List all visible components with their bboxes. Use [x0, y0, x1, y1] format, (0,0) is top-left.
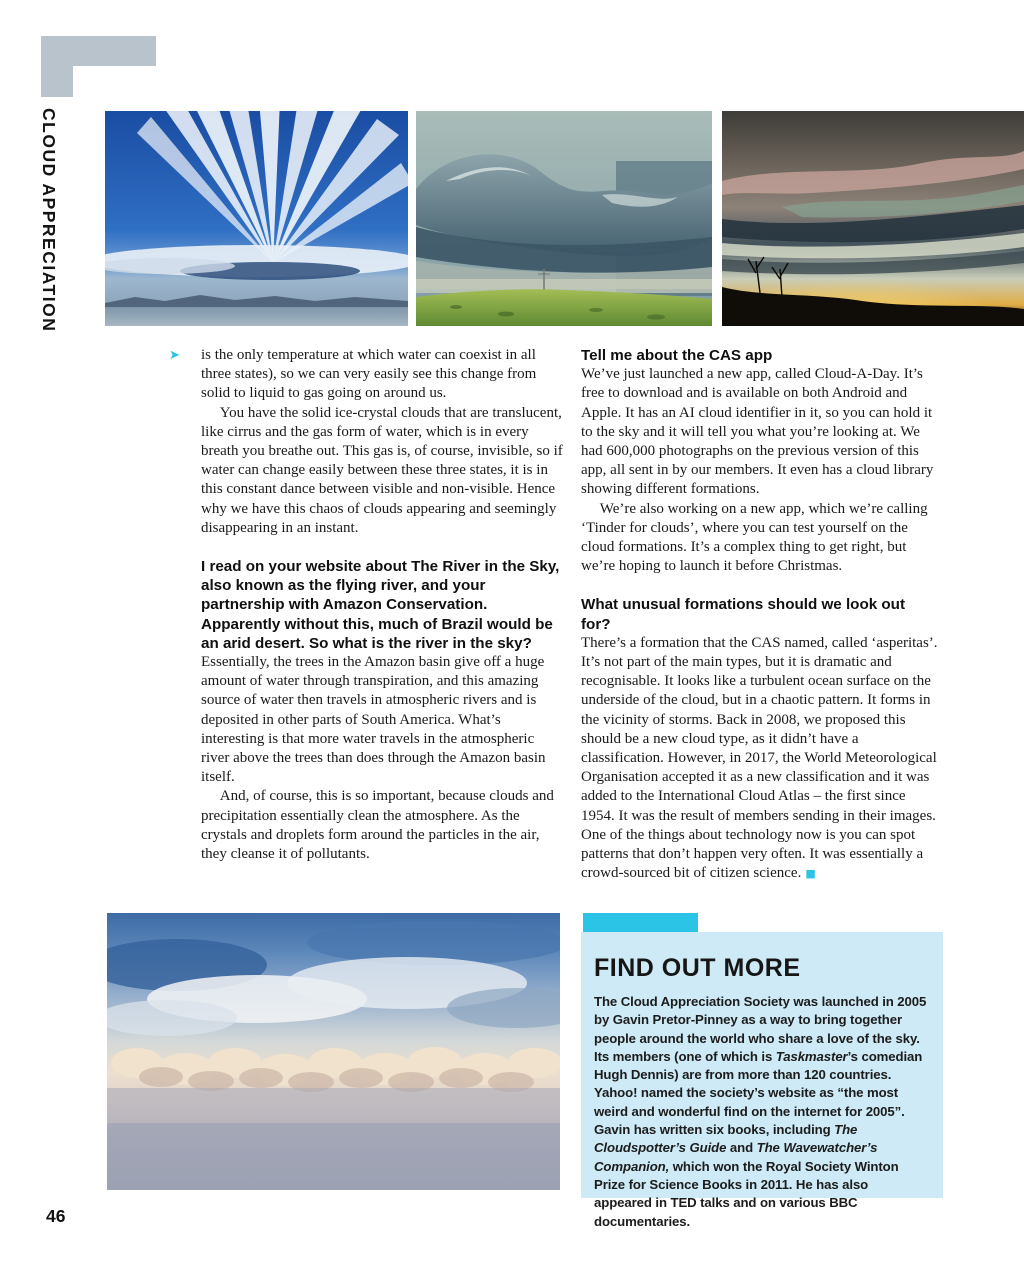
mammatus-clouds-photo	[107, 913, 560, 1190]
mammatus-clouds-illustration	[107, 913, 560, 1190]
answer-paragraph	[581, 634, 938, 884]
continuation-arrow-icon: ➤	[169, 348, 180, 363]
paragraph: You have the solid ice-crystal clouds that are translucent, like cirrus and the gas form of water, which is in every breath you breathe out. This gas is, of course, invisible, so if water can change easily between these three states, it is in this constant dance between visible and non-visible. Hence why we have this chaos of clouds appearing and seemingly disappearing in an instant.	[201, 404, 563, 536]
answer-paragraph: And, of course, this is so important, because clouds and precipitation essentially clean the atmosphere. As the crystals and droplets form around the particles in the air, they cleanse it of pollutants.	[201, 788, 554, 863]
question-cas-app: Tell me about the CAS app	[581, 347, 773, 364]
cirrus-fan-illustration	[105, 111, 408, 326]
answer-paragraph: We’re also working on a new app, which we’re calling ‘Tinder for clouds’, where you can test yourself on the cloud formations. It’s a complex thing to get right, but we’re hoping to launch it before Christmas.	[581, 500, 928, 575]
section-label-vertical: CLOUD APPRECIATION	[39, 108, 59, 333]
article-column-right	[581, 346, 938, 883]
question-river-in-sky: I read on your website about The River in the Sky, also known as the flying river, and your partnership with Amazon Conservation. Apparently without this, much of Brazil would be an arid desert. So what is the river in the sky?	[201, 558, 560, 652]
article-column-left	[169, 346, 563, 864]
page-number: 46	[46, 1206, 66, 1226]
find-out-more-title: FIND OUT MORE	[594, 954, 801, 982]
answer-paragraph: Essentially, the trees in the Amazon basin give off a huge amount of water through transpiration, and this amazing source of water then travels in atmospheric rivers and is deposited in other parts of South America. What’s interesting is that more water travels in the atmospheric river above the trees than does through the Amazon basin itself.	[201, 654, 546, 786]
nacreous-sunset-illustration	[722, 111, 1024, 326]
nacreous-sunset-photo	[722, 111, 1024, 326]
question-unusual-formations: What unusual formations should we look out for?	[581, 596, 905, 633]
find-out-more-body: The Cloud Appreciation Society was launched in 2005 by Gavin Pretor-Pinney as a way to bring together people around the world who share a love of the sky. Its members (one of which is Taskmaster’s comedian Hugh Dennis) are from more than 120 countries. Yahoo! named the society’s website as “the most weird and wonderful find on the internet for 2005”. Gavin has written six books, including The Cloudspotter’s Guide and The Wavewatcher’s Companion, which won the Royal Society Winton Prize for Science Books in 2011. He has also appeared in TED talks and on various BBC documentaries.	[594, 994, 927, 1229]
lead-paragraph	[169, 346, 563, 404]
find-out-more-box	[581, 932, 943, 1229]
asperitas-storm-illustration	[416, 111, 712, 326]
cirrus-fan-photo	[105, 111, 408, 326]
answer-paragraph: We’ve just launched a new app, called Cloud-A-Day. It’s free to download and is available on both Android and Apple. It has an AI cloud identifier in it, so you can hold it to the sky and it will tell you what you’re looking at. We had 600,000 photographs on the previous version of this app, all sent in by our members. It even has a cloud library showing different formations.	[581, 366, 934, 498]
find-out-more-content	[581, 932, 943, 1231]
answer-text: There’s a formation that the CAS named, called ‘asperitas’. It’s not part of the main types, but it is dramatic and recognisable. It looks like a turbulent ocean surface on the underside of the cloud, but in a chaotic pattern. It forms in the vicinity of storms. Back in 2008, we proposed this should be a new cloud type, as it didn’t have a classification. However, in 2017, the World Meteorological Organisation accepted it as a new classification and it was added to the International Cloud Atlas – the first since 1954. It was the result of members sending in their images. One of the things about technology now is you can spot patterns that don’t happen very often. It was essentially a crowd-sourced bit of citizen science.	[581, 634, 938, 882]
article-end-square-icon: ■	[805, 867, 816, 881]
corner-mark-vertical	[41, 36, 73, 97]
asperitas-storm-photo	[416, 111, 712, 326]
lead-text: is the only temperature at which water can coexist in all three states), so we can very easily see this change from solid to liquid to gas going on around us.	[201, 347, 537, 402]
